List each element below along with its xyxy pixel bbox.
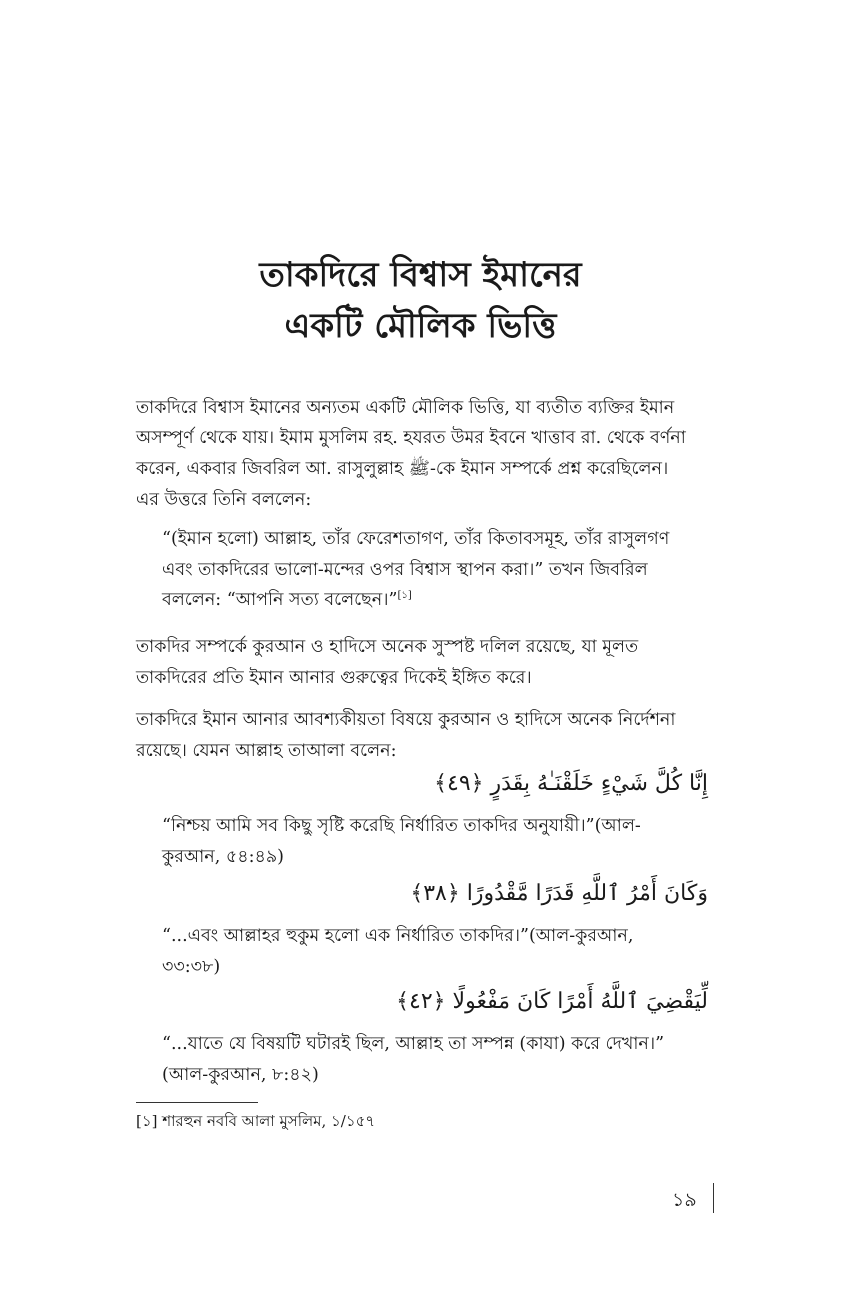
quran-verse-arabic-1: إِنَّا كُلَّ شَيْءٍ خَلَقْنَـٰهُ بِقَدَرٍ ﴿٤٩﴾ — [434, 771, 708, 796]
verse-1-translation-line-2: কুরআন, ৫৪:৪৯) — [162, 847, 284, 867]
intro-line-2: অসম্পূর্ণ থেকে যায়। ইমাম মুসলিম রহ. হযরত উমর ইবনে খাত্তাব রা. থেকে বর্ণনা — [136, 428, 686, 448]
verse-2-translation-line-2: ৩৩:৩৮) — [162, 957, 221, 977]
intro-line-1: তাকদিরে বিশ্বাস ইমানের অন্যতম একটি মৌলিক ভিত্তি, যা ব্যতীত ব্যক্তির ইমান — [136, 398, 675, 418]
intro-line-4: এর উত্তরে তিনি বললেন: — [136, 490, 312, 510]
para3-line-1: তাকদিরে ইমান আনার আবশ্যকীয়তা বিষয়ে কুরআন ও হাদিসে অনেক নির্দেশনা — [136, 710, 676, 730]
verse-2-translation-line-1: “...এবং আল্লাহর হুকুম হলো এক নির্ধারিত তাকদির।”(আল-কুরআন, — [162, 926, 634, 946]
hadith-line-2: এবং তাকদিরের ভালো-মন্দের ওপর বিশ্বাস স্থাপন করা।” তখন জিবরিল — [162, 560, 648, 580]
intro-line-3: করেন, একবার জিবরিল আ. রাসুলুল্লাহ ﷺ-কে ইমান সম্পর্কে প্রশ্ন করেছিলেন। — [136, 459, 669, 479]
page-number-divider — [713, 1183, 714, 1213]
para2-line-2: তাকদিরের প্রতি ইমান আনার গুরুত্বের দিকেই ইঙ্গিত করে। — [136, 668, 532, 688]
verse-1-translation-line-1: “নিশ্চয় আমি সব কিছু সৃষ্টি করেছি নির্ধারিত তাকদির অনুযায়ী।”(আল- — [162, 816, 641, 836]
para3-line-2: রয়েছে। যেমন আল্লাহ তাআলা বলেন: — [136, 741, 397, 761]
footnote-divider — [136, 1102, 258, 1103]
quran-verse-arabic-3: لِّيَقْضِيَ ٱللَّهُ أَمْرًا كَانَ مَفْعُولًا ﴿٤٢﴾ — [396, 989, 708, 1014]
verse-3-translation-line-2: (আল-কুরআন, ৮:৪২) — [162, 1065, 319, 1085]
quran-verse-arabic-2: وَكَانَ أَمْرُ ٱللَّهِ قَدَرًا مَّقْدُورًا ﴿٣٨﴾ — [410, 881, 708, 906]
chapter-title-line-1: তাকদিরে বিশ্বাস ইমানের — [259, 255, 582, 295]
page-number: ১৯ — [672, 1189, 697, 1211]
footnote-marker: [১] — [397, 590, 412, 602]
hadith-line-3 — [162, 585, 708, 615]
footnote: [১] শারহুন নববি আলা মুসলিম, ১/১৫৭ — [136, 1112, 376, 1130]
verse-3-translation-line-1: “...যাতে যে বিষয়টি ঘটারই ছিল, আল্লাহ তা সম্পন্ন (কাযা) করে দেখান।” — [162, 1034, 665, 1054]
para2-line-1: তাকদির সম্পর্কে কুরআন ও হাদিসে অনেক সুস্পষ্ট দলিল রয়েছে, যা মূলত — [136, 637, 639, 657]
chapter-title-line-2: একটি মৌলিক ভিত্তি — [284, 306, 557, 346]
hadith-line-1: “(ইমান হলো) আল্লাহ, তাঁর ফেরেশতাগণ, তাঁর কিতাবসমূহ, তাঁর রাসুলগণ — [162, 529, 670, 549]
hadith-line-3-text: বললেন: “আপনি সত্য বলেছেন।” — [162, 590, 398, 610]
